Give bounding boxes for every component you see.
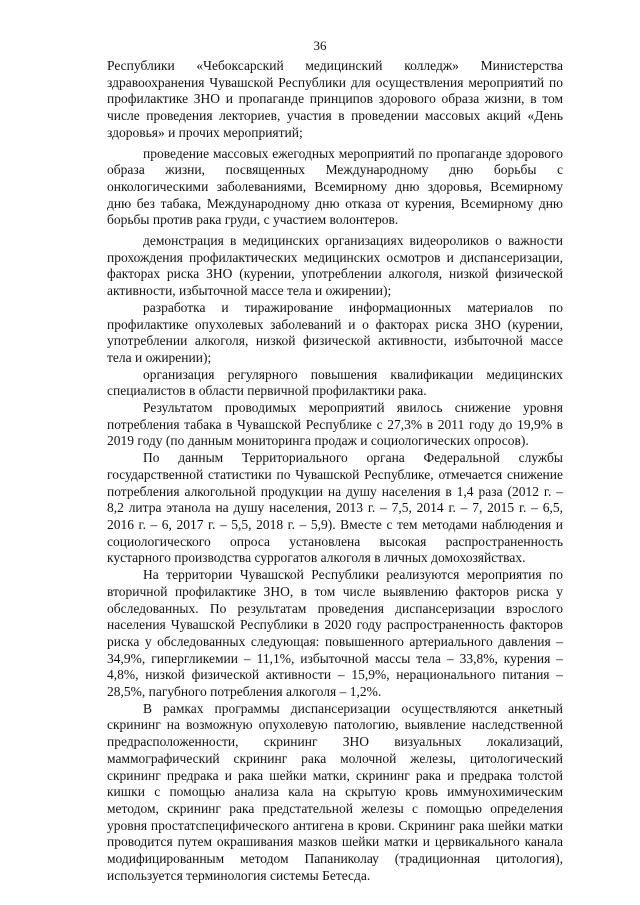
paragraph-screening-program: В рамках программы диспансеризации осуществляются анкетный скрининг на возможную опухолевую патологию, выявление наследственной предрасположенности, скрининг ЗНО визуальных локализаций, маммографический скрининг рака молочной железы, цитологический скрининг предрака и рака шейки матки, скрининг рака и предрака толстой кишки с помощью анализа кала на скрытую кровь иммунохимическим методом, скрининг рака предстательной железы с помощью определения уровня простатспецифического антигена в крови. Скрининг рака шейки матки проводится путем окрашивания мазков шейки матки и цервикального канала модифицированным методом Папаниколау (традиционная цитология), используется терминология системы Бетесда. <box>107 700 563 883</box>
paragraph-qualification-training: организация регулярного повышения квалификации медицинских специалистов в области первичной профилактики рака. <box>107 366 563 399</box>
paragraph-secondary-prevention: На территории Чувашской Республики реализуются мероприятия по вторичной профилактике ЗНО, в том числе выявлению факторов риска у обследованных. По результатам проведения диспансеризации взрослого населения Чувашской Республики в 2020 году распространенность факторов риска у обследованных следующая: повышенного артериального давления – 34,9%, гипергликемии – 11,1%, избыточной массы тела – 33,8%, курения – 4,8%, низкой физической активности – 15,9%, нерационального питания – 28,5%, пагубного потребления алкоголя – 1,2%. <box>107 567 563 700</box>
paragraph-college-activities: Республики «Чебоксарский медицинский колледж» Министерства здравоохранения Чувашской Республики для осуществления мероприятий по профилактике ЗНО и пропаганде принципов здорового образа жизни, в том числе проведения лекториев, участия в проведении массовых акций «День здоровья» и прочих мероприятий; <box>107 58 563 140</box>
paragraph-tobacco-results: Результатом проводимых мероприятий явилось снижение уровня потребления табака в Чувашской Республике с 27,3% в 2011 году до 19,9% в 2019 году (по данным мониторинга продаж и социологических опросов). <box>107 400 563 449</box>
paragraph-video-demonstration: демонстрация в медицинских организациях видеороликов о важности прохождения профилактических медицинских осмотров и диспансеризации, факторах риска ЗНО (курении, употреблении алкоголя, низкой физической активности, избыточной массе тела и ожирении); <box>107 233 563 299</box>
paragraph-mass-events: проведение массовых ежегодных мероприятий по пропаганде здорового образа жизни, посвященных Международному дню борьбы с онкологическими заболеваниями, Всемирному дню здоровья, Всемирному дню без табака, Международному дню отказа от курения, Всемирному дню борьбы против рака груди, с участием волонтеров. <box>107 145 563 228</box>
page-number: 36 <box>313 38 327 53</box>
paragraph-alcohol-statistics: По данным Территориального органа Федеральной службы государственной статистики по Чувашской Республике, отмечается снижение потребления алкогольной продукции на душу населения в 1,4 раза (2012 г. – 8,2 литра этанола на душу населения, 2013 г. – 7,5, 2014 г. – 7, 2015 г. – 6,5, 2016 г. – 6, 2017 г. – 5,5, 2018 г. – 5,9). Вместе с тем методами наблюдения и социологического опроса установлена высокая распространенность кустарного производства суррогатов алкоголя в личных домохозяйствах. <box>107 450 563 566</box>
document-body <box>107 58 563 884</box>
paragraph-information-materials: разработка и тиражирование информационных материалов по профилактике опухолевых заболеваний и о факторах риска ЗНО (курении, употреблении алкоголя, низкой физической активности, избыточной массе тела и ожирении); <box>107 299 563 365</box>
